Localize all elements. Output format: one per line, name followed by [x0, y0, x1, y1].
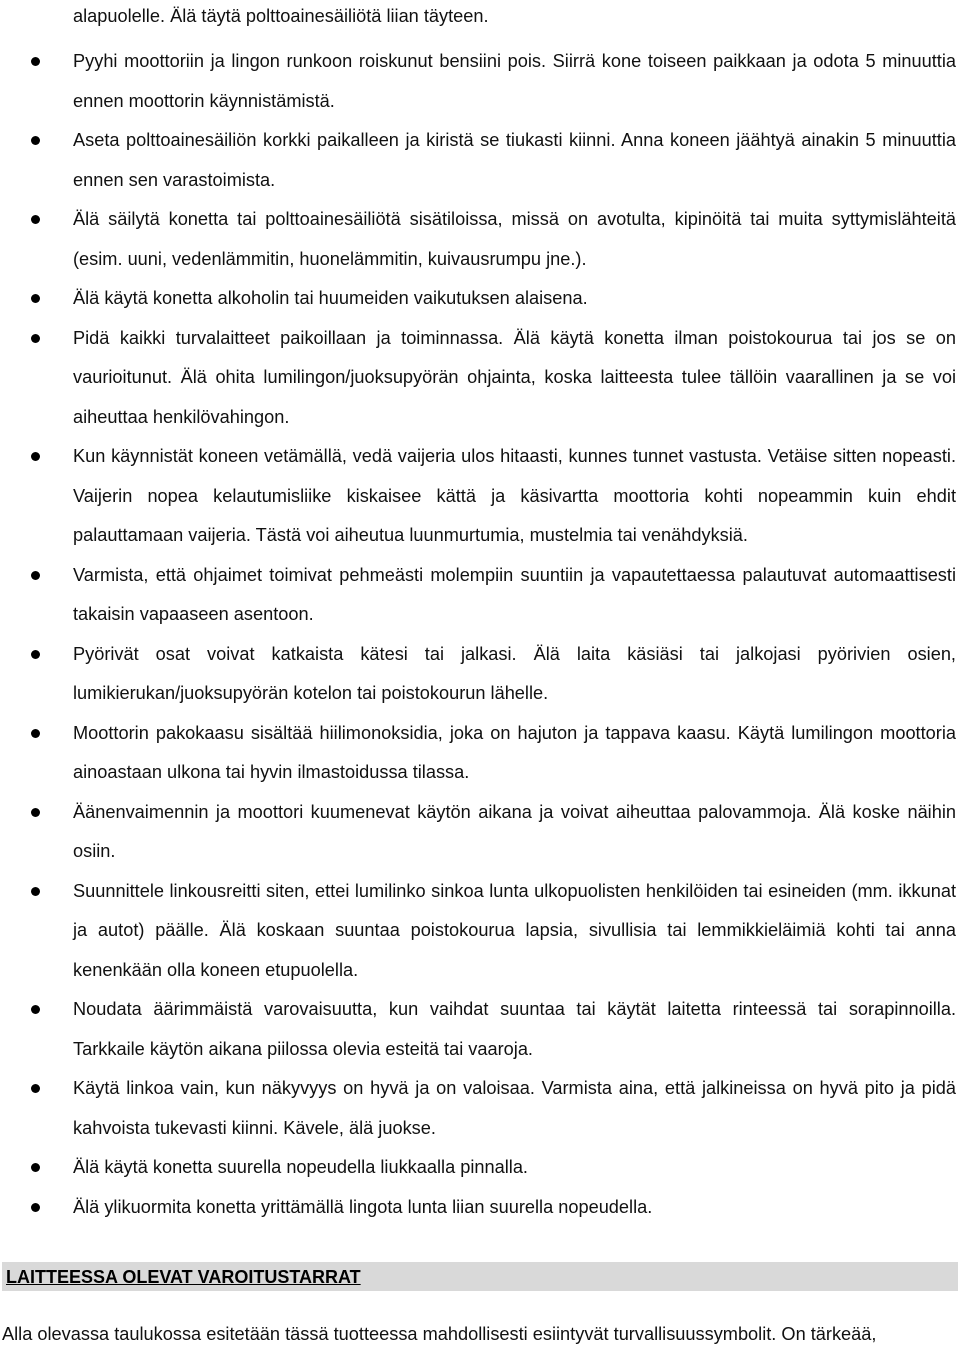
list-item: [0, 319, 960, 438]
list-item: [0, 1069, 960, 1148]
list-item: [0, 635, 960, 714]
bullet-icon: [31, 136, 40, 145]
list-item-text: Varmista, että ohjaimet toimivat pehmeästi molempiin suuntiin ja vapautettaessa palautuvat automaattisesti takaisin vapaaseen asentoon.: [73, 564, 956, 624]
bullet-icon: [31, 571, 40, 580]
list-item-text: Pidä kaikki turvalaitteet paikoillaan ja toiminnassa. Älä käytä konetta ilman poistokourua tai jos se on vaurioitunut. Älä ohita lumilingon/juoksupyörän ohjainta, koska laitteesta tulee tällöin vaarallinen ja se voi aiheuttaa henkilövahingon.: [73, 327, 956, 427]
continuation-text: alapuolelle. Älä täytä polttoainesäiliötä liian täyteen.: [73, 6, 489, 26]
list-item: [0, 556, 960, 635]
list-item: [0, 1148, 960, 1188]
bullet-icon: [31, 1163, 40, 1172]
list-item-text: Älä säilytä konetta tai polttoainesäiliötä sisätiloissa, missä on avotulta, kipinöitä tai muita syttymislähteitä (esim. uuni, vedenlämmitin, huonelämmitin, kuivausrumpu jne.).: [73, 209, 956, 269]
list-item-text: Äänenvaimennin ja moottori kuumenevat käytön aikana ja voivat aiheuttaa palovammoja. Älä koske näihin osiin.: [73, 801, 956, 861]
bullet-icon: [31, 1084, 40, 1093]
list-item: [0, 714, 960, 793]
list-item: [0, 42, 960, 121]
list-item: [0, 793, 960, 872]
list-item: [0, 872, 960, 991]
list-item: [0, 279, 960, 319]
safety-bullet-list: [0, 42, 960, 1227]
list-item-text: Pyyhi moottoriin ja lingon runkoon roiskunut bensiini pois. Siirrä kone toiseen paikkaan ja odota 5 minuuttia ennen moottorin käynnistämistä.: [73, 51, 956, 111]
bullet-icon: [31, 808, 40, 817]
bullet-icon: [31, 215, 40, 224]
section-heading: LAITTEESSA OLEVAT VAROITUSTARRAT: [6, 1267, 361, 1287]
list-item-text: Aseta polttoainesäiliön korkki paikalleen ja kiristä se tiukasti kiinni. Anna koneen jäähtyä ainakin 5 minuuttia ennen sen varastoimista.: [73, 130, 956, 190]
list-item-text: Kun käynnistät koneen vetämällä, vedä vaijeria ulos hitaasti, kunnes tunnet vastusta. Vetäise sitten nopeasti. Vaijerin nopea kelautumisliike kiskaisee kättä ja käsivartta moottoria kohti nopeammin kuin ehdit palauttamaan vaijeria. Tästä voi aiheutua luunmurtumia, mustelmia tai venähdyksiä.: [73, 446, 956, 545]
list-item: [0, 437, 960, 556]
list-item: [0, 121, 960, 200]
list-item-text: Noudata äärimmäistä varovaisuutta, kun vaihdat suuntaa tai käytät laitetta rinteessä tai sorapinnoilla. Tarkkaile käytön aikana piilossa olevia esteitä tai vaaroja.: [73, 999, 956, 1059]
list-item-text: Käytä linkoa vain, kun näkyvyys on hyvä ja on valoisaa. Varmista aina, että jalkineissa on hyvä pito ja pidä kahvoista tukevasti kiinni. Kävele, älä juokse.: [73, 1078, 956, 1138]
bullet-icon: [31, 650, 40, 659]
bullet-icon: [31, 57, 40, 66]
bullet-icon: [31, 887, 40, 896]
section-header-bar: [2, 1262, 958, 1291]
bullet-icon: [31, 334, 40, 343]
bullet-icon: [31, 452, 40, 461]
list-item-text: Moottorin pakokaasu sisältää hiilimonoksidia, joka on hajuton ja tappava kaasu. Käytä lumilingon moottoria ainoastaan ulkona tai hyvin ilmastoidussa tilassa.: [73, 722, 956, 782]
list-item-text: Älä käytä konetta suurella nopeudella liukkaalla pinnalla.: [73, 1157, 528, 1177]
list-item: [0, 200, 960, 279]
list-item-text: Älä käytä konetta alkoholin tai huumeiden vaikutuksen alaisena.: [73, 288, 588, 308]
bullet-icon: [31, 729, 40, 738]
list-item-text: Älä ylikuormita konetta yrittämällä lingota lunta liian suurella nopeudella.: [73, 1196, 653, 1217]
bullet-icon: [31, 1203, 40, 1212]
list-item-text: Pyörivät osat voivat katkaista kätesi tai jalkasi. Älä laita käsiäsi tai jalkojasi pyörivien osien, lumikierukan/juoksupyörän kotelon tai poistokourun lähelle.: [73, 643, 956, 703]
list-item-text: Suunnittele linkousreitti siten, ettei lumilinko sinkoa lunta ulkopuolisten henkilöiden tai esineiden (mm. ikkunat ja autot) päälle. Älä koskaan suuntaa poistokourua lapsia, sivullisia tai lemmikkieläimiä kohti tai anna kenenkään olla koneen etupuolella.: [73, 880, 956, 980]
bullet-icon: [31, 294, 40, 303]
list-item: [0, 1188, 960, 1228]
list-item: [0, 990, 960, 1069]
section-intro-text: Alla olevassa taulukossa esitetään tässä tuotteessa mahdollisesti esiintyvät turvallisuussymbolit. On tärkeää,: [2, 1324, 877, 1344]
bullet-icon: [31, 1005, 40, 1014]
